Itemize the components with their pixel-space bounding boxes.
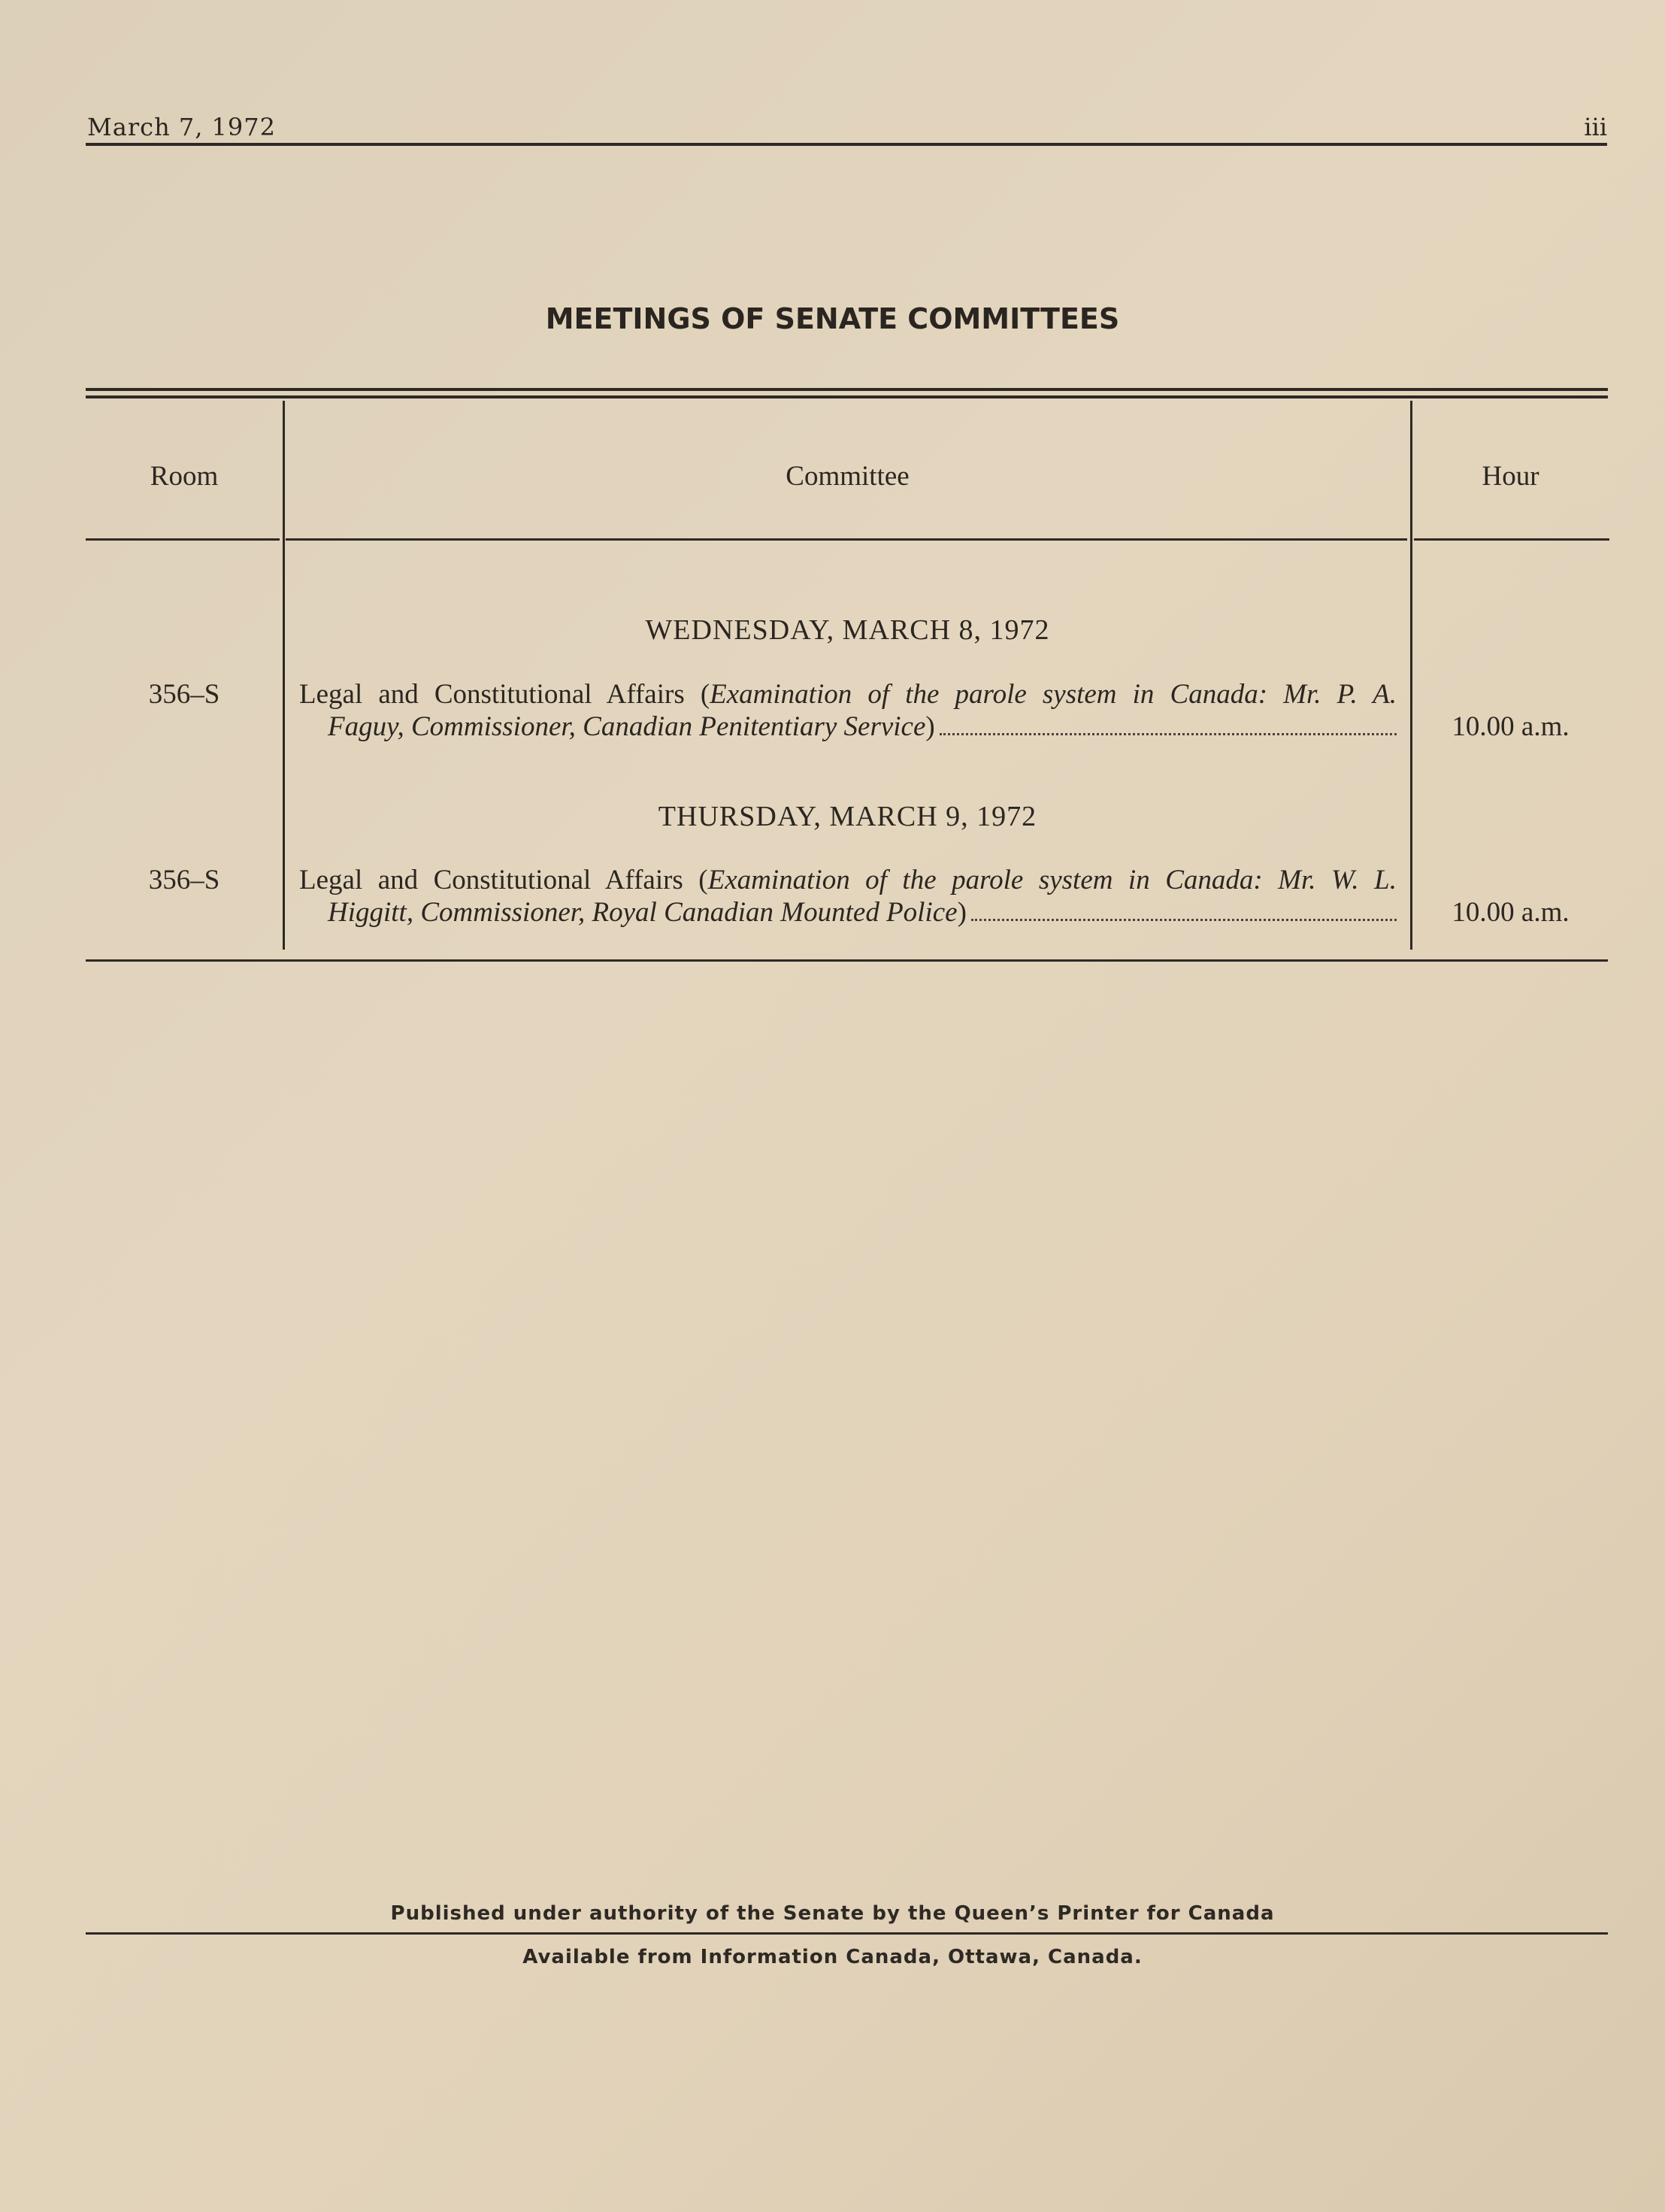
meeting-description-line1 — [299, 864, 1397, 896]
committee-name: Legal and Constitutional Affairs ( — [299, 679, 710, 710]
dot-leader — [940, 732, 1397, 735]
table-top-rule — [86, 388, 1608, 391]
page-number: iii — [1584, 113, 1607, 141]
meeting-hour: 10.00 a.m. — [1452, 897, 1570, 928]
meeting-description-line1 — [299, 678, 1397, 711]
header-rule-hour — [1414, 538, 1609, 541]
meeting-witness: Faguy, Commissioner, Canadian Penitentiary Service — [328, 711, 926, 742]
closing-paren: ) — [925, 711, 935, 742]
meeting-hour: 10.00 a.m. — [1452, 711, 1570, 742]
meeting-description-line2 — [299, 896, 1397, 929]
committee-name: Legal and Constitutional Affairs ( — [299, 865, 708, 895]
document-title: MEETINGS OF SENATE COMMITTEES — [545, 302, 1120, 335]
footer-published: Published under authority of the Senate by the Queen’s Printer for Canada — [390, 1902, 1275, 1925]
day-heading: WEDNESDAY, MARCH 8, 1972 — [645, 614, 1050, 646]
meeting-room: 356–S — [148, 865, 220, 895]
meeting-entry — [299, 864, 1397, 929]
footer-available: Available from Information Canada, Ottawa, Canada. — [522, 1946, 1143, 1968]
meeting-subject: Examination of the parole system in Canada: Mr. P. A. — [710, 679, 1397, 710]
column-header-hour: Hour — [1482, 461, 1539, 492]
meeting-room: 356–S — [148, 679, 220, 710]
column-header-committee: Committee — [786, 461, 910, 492]
header-rule-room — [86, 538, 280, 541]
dot-leader — [971, 918, 1397, 921]
meeting-description-line2 — [299, 711, 1397, 743]
meeting-subject: Examination of the parole system in Canada: Mr. W. L. — [707, 865, 1397, 895]
page-header — [86, 111, 1607, 146]
header-date: March 7, 1972 — [87, 113, 276, 141]
footer-rule — [86, 1932, 1608, 1935]
meeting-entry — [299, 678, 1397, 743]
day-heading: THURSDAY, MARCH 9, 1972 — [658, 801, 1037, 832]
column-header-room: Room — [150, 461, 219, 492]
meeting-witness: Higgitt, Commissioner, Royal Canadian Mounted Police — [328, 897, 958, 928]
header-rule-committee — [286, 538, 1407, 541]
table-bottom-rule — [86, 959, 1608, 962]
table-top-rule-inner — [86, 395, 1608, 398]
closing-paren: ) — [957, 897, 967, 928]
